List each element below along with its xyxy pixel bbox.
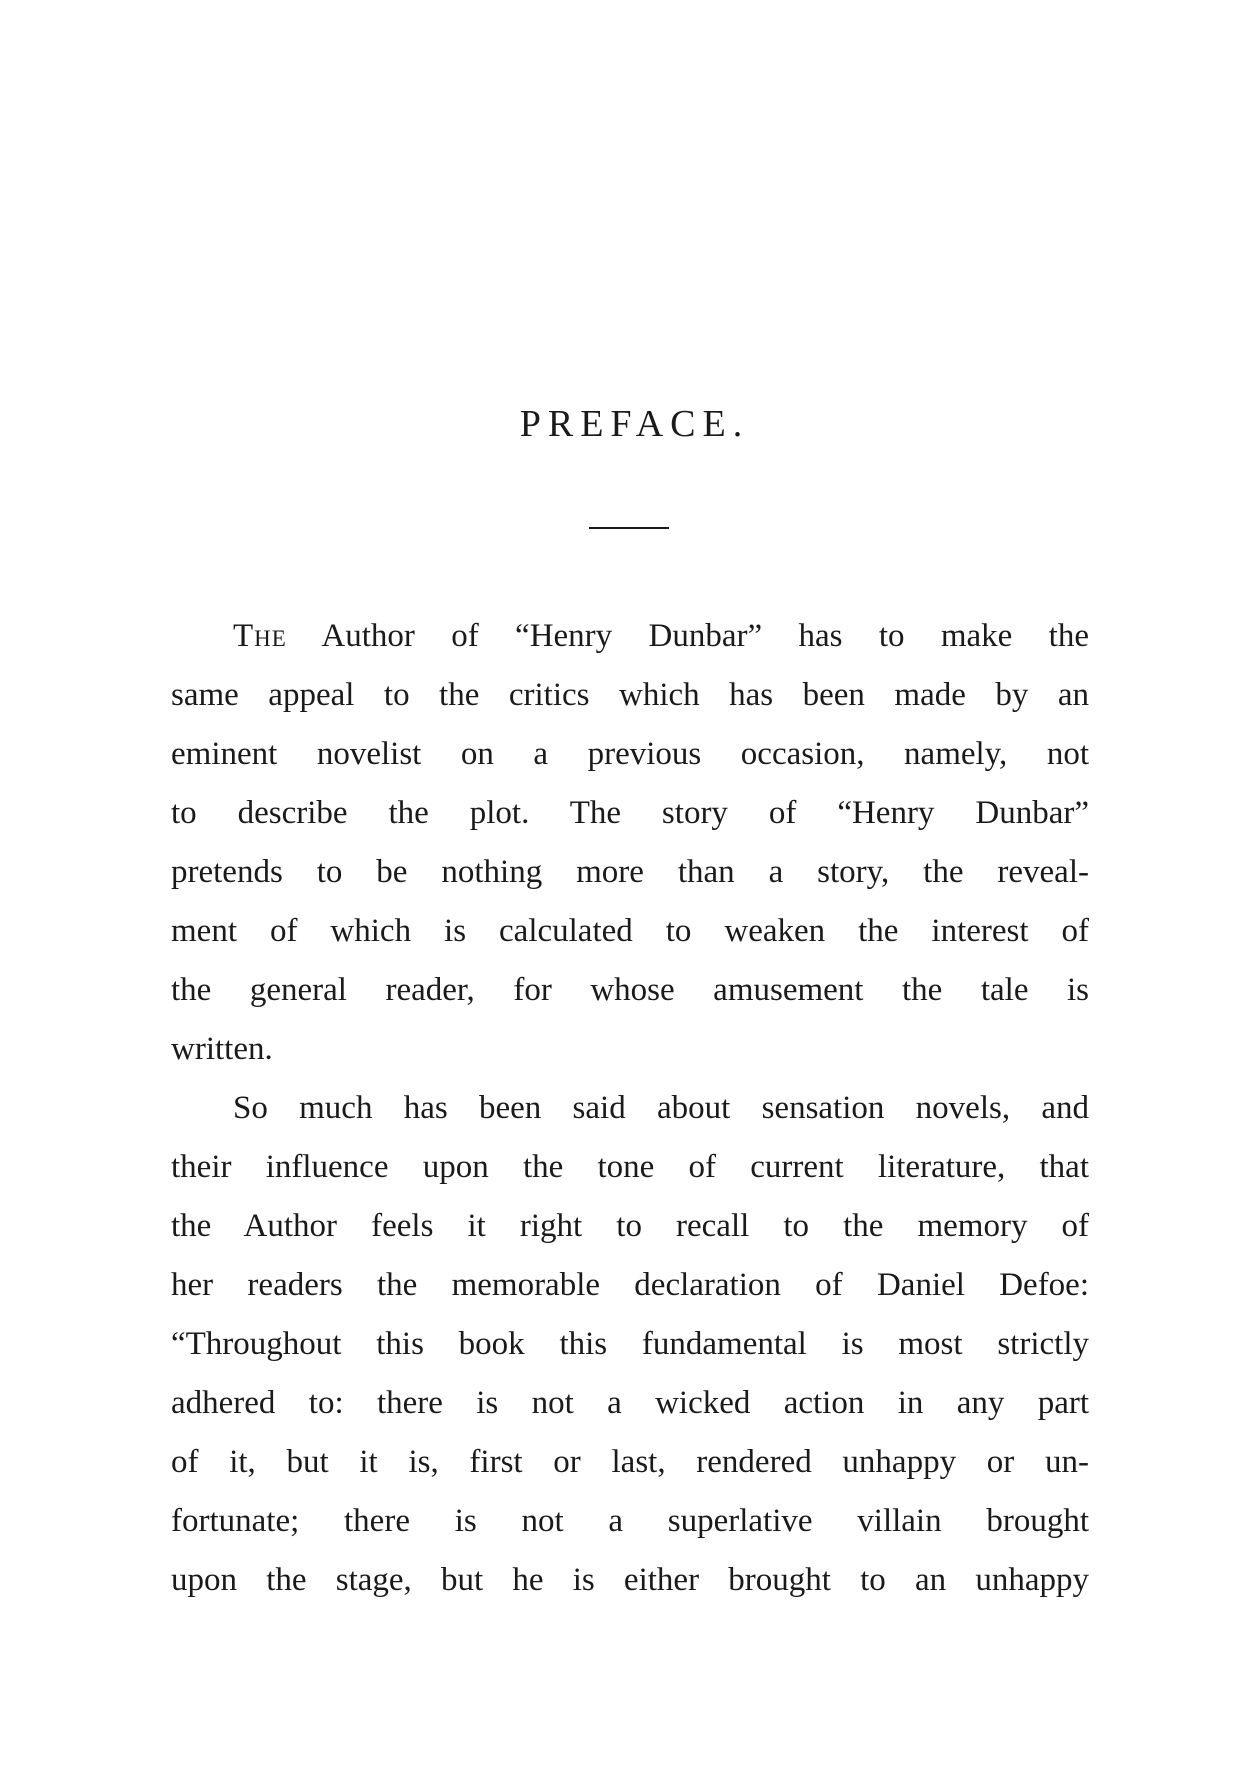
text-line: The Author of “Henry Dunbar” has to make the — [233, 618, 1089, 654]
text-line: her readers the memorable declaration of Daniel Defoe: — [171, 1267, 1089, 1303]
text-line: “Throughout this book this fundamental is most strictly — [171, 1326, 1089, 1362]
text-line: the Author feels it right to recall to the memory of — [171, 1208, 1089, 1244]
text-line: adhered to: there is not a wicked action in any part — [171, 1385, 1089, 1421]
page-title: PREFACE. — [519, 403, 750, 445]
text-line: their influence upon the tone of current literature, that — [171, 1149, 1089, 1185]
text-line: same appeal to the critics which has been made by an — [171, 677, 1089, 713]
text-line: fortunate; there is not a superlative villain brought — [171, 1503, 1089, 1539]
text-line: upon the stage, but he is either brought to an unhappy — [171, 1562, 1089, 1598]
text-line: eminent novelist on a previous occasion, namely, not — [171, 736, 1089, 772]
text-line: to describe the plot. The story of “Henry Dunbar” — [171, 795, 1089, 831]
text-line: of it, but it is, first or last, rendered unhappy or un- — [171, 1444, 1089, 1480]
title-rule — [589, 527, 669, 529]
text-line: the general reader, for whose amusement the tale is — [171, 972, 1089, 1008]
text-line: So much has been said about sensation novels, and — [233, 1090, 1089, 1126]
preface-body — [171, 607, 1089, 1610]
text-line: ment of which is calculated to weaken the interest of — [171, 913, 1089, 949]
text-line: written. — [171, 1031, 273, 1067]
text-line: pretends to be nothing more than a story, the reveal- — [171, 854, 1089, 890]
lead-word: The — [233, 618, 287, 654]
